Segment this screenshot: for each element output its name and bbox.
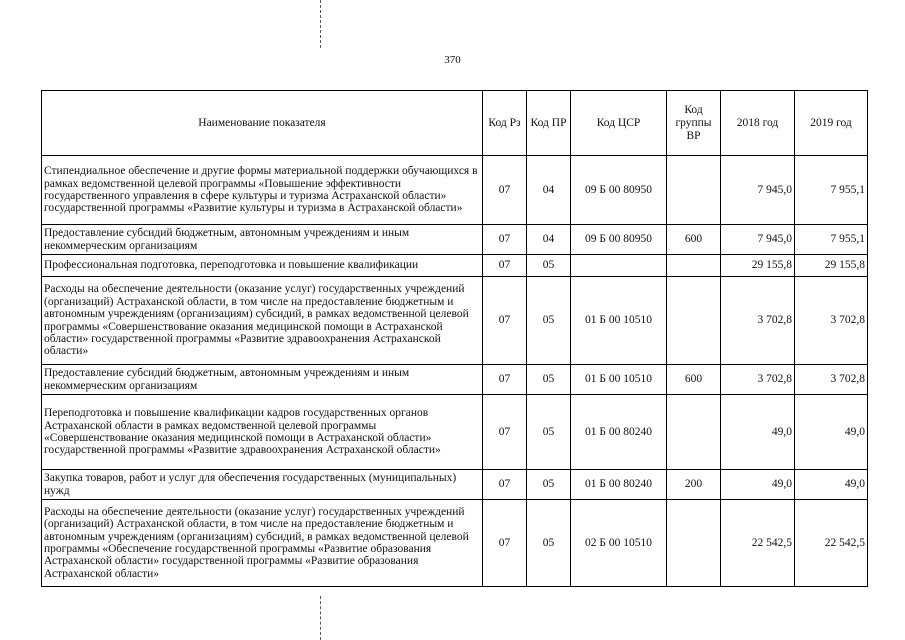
row-name: Предоставление субсидий бюджетным, автономным учреждениям и иным некоммерческим организациям (42, 365, 483, 395)
row-2019: 22 542,5 (795, 500, 868, 587)
table-row (42, 395, 868, 470)
table-row (42, 255, 868, 277)
row-rz: 07 (483, 470, 527, 500)
row-rz: 07 (483, 500, 527, 587)
table-row (42, 500, 868, 587)
row-csr: 01 Б 00 10510 (571, 365, 667, 395)
row-rz: 07 (483, 225, 527, 255)
row-rz: 07 (483, 255, 527, 277)
row-pr: 05 (527, 470, 571, 500)
row-vr (667, 156, 721, 225)
fold-guide-line-bottom (320, 596, 321, 640)
row-rz: 07 (483, 395, 527, 470)
table-header-row (42, 91, 868, 156)
row-name: Профессиональная подготовка, переподготовка и повышение квалификации (42, 255, 483, 277)
row-2018: 29 155,8 (721, 255, 795, 277)
row-2018: 3 702,8 (721, 365, 795, 395)
header-vr: Код группы ВР (667, 91, 721, 156)
header-csr: Код ЦСР (571, 91, 667, 156)
row-csr: 09 Б 00 80950 (571, 156, 667, 225)
row-2018: 3 702,8 (721, 277, 795, 365)
row-2018: 22 542,5 (721, 500, 795, 587)
row-pr: 04 (527, 156, 571, 225)
row-csr: 01 Б 00 10510 (571, 277, 667, 365)
row-vr (667, 500, 721, 587)
row-rz: 07 (483, 365, 527, 395)
row-2019: 49,0 (795, 395, 868, 470)
row-pr: 05 (527, 395, 571, 470)
budget-table (41, 90, 868, 587)
header-rz: Код Рз (483, 91, 527, 156)
table-row (42, 225, 868, 255)
row-2019: 29 155,8 (795, 255, 868, 277)
row-2019: 49,0 (795, 470, 868, 500)
row-vr: 600 (667, 225, 721, 255)
fold-guide-line-top (320, 0, 321, 48)
header-name: Наименование показателя (42, 91, 483, 156)
row-name: Переподготовка и повышение квалификации кадров государственных органов Астраханской области в рамках ведомственной целевой программы «Совершенствование оказания медицинской помощи в Астраханской области» государственной программы «Развитие здравоохранения Астраханской области» (42, 395, 483, 470)
row-csr: 09 Б 00 80950 (571, 225, 667, 255)
row-2019: 7 955,1 (795, 225, 868, 255)
row-csr: 01 Б 00 80240 (571, 395, 667, 470)
page-number: 370 (444, 54, 461, 66)
row-name: Стипендиальное обеспечение и другие формы материальной поддержки обучающихся в рамках ведомственной целевой программы «Повышение эффективности государственного управления в сфере культуры и туризма Астраханской области» государственной программы «Развитие культуры и туризма в Астраханской области» (42, 156, 483, 225)
row-2018: 7 945,0 (721, 225, 795, 255)
row-name: Закупка товаров, работ и услуг для обеспечения государственных (муниципальных) нужд (42, 470, 483, 500)
header-2018: 2018 год (721, 91, 795, 156)
table-row (42, 277, 868, 365)
row-rz: 07 (483, 277, 527, 365)
table-row (42, 365, 868, 395)
row-csr: 02 Б 00 10510 (571, 500, 667, 587)
row-pr: 05 (527, 365, 571, 395)
row-name: Расходы на обеспечение деятельности (оказание услуг) государственных учреждений (организаций) Астраханской области, в том числе на предоставление бюджетным и автономным учреждениям (организациям) субсидий, в рамках ведомственной целевой программы «Совершенствование оказания медицинской помощи в Астраханской области» государственной программы «Развитие здравоохранения Астраханской области» (42, 277, 483, 365)
row-vr (667, 255, 721, 277)
row-2018: 7 945,0 (721, 156, 795, 225)
row-2019: 7 955,1 (795, 156, 868, 225)
row-vr: 600 (667, 365, 721, 395)
row-name: Расходы на обеспечение деятельности (оказание услуг) государственных учреждений (организаций) Астраханской области, в том числе на предоставление бюджетным и автономным учреждениям (организациям) субсидий, в рамках ведомственной целевой программы «Обеспечение государственной программы «Развитие образования Астраханской области» государственной программы «Развитие образования Астраханской области» (42, 500, 483, 587)
row-2019: 3 702,8 (795, 277, 868, 365)
row-vr: 200 (667, 470, 721, 500)
row-2018: 49,0 (721, 470, 795, 500)
row-pr: 05 (527, 277, 571, 365)
row-vr (667, 277, 721, 365)
row-csr: 01 Б 00 80240 (571, 470, 667, 500)
row-2018: 49,0 (721, 395, 795, 470)
row-vr (667, 395, 721, 470)
header-pr: Код ПР (527, 91, 571, 156)
table-row (42, 156, 868, 225)
row-pr: 04 (527, 225, 571, 255)
row-pr: 05 (527, 500, 571, 587)
row-rz: 07 (483, 156, 527, 225)
row-2019: 3 702,8 (795, 365, 868, 395)
header-2019: 2019 год (795, 91, 868, 156)
row-csr (571, 255, 667, 277)
table-row (42, 470, 868, 500)
row-name: Предоставление субсидий бюджетным, автономным учреждениям и иным некоммерческим организациям (42, 225, 483, 255)
row-pr: 05 (527, 255, 571, 277)
